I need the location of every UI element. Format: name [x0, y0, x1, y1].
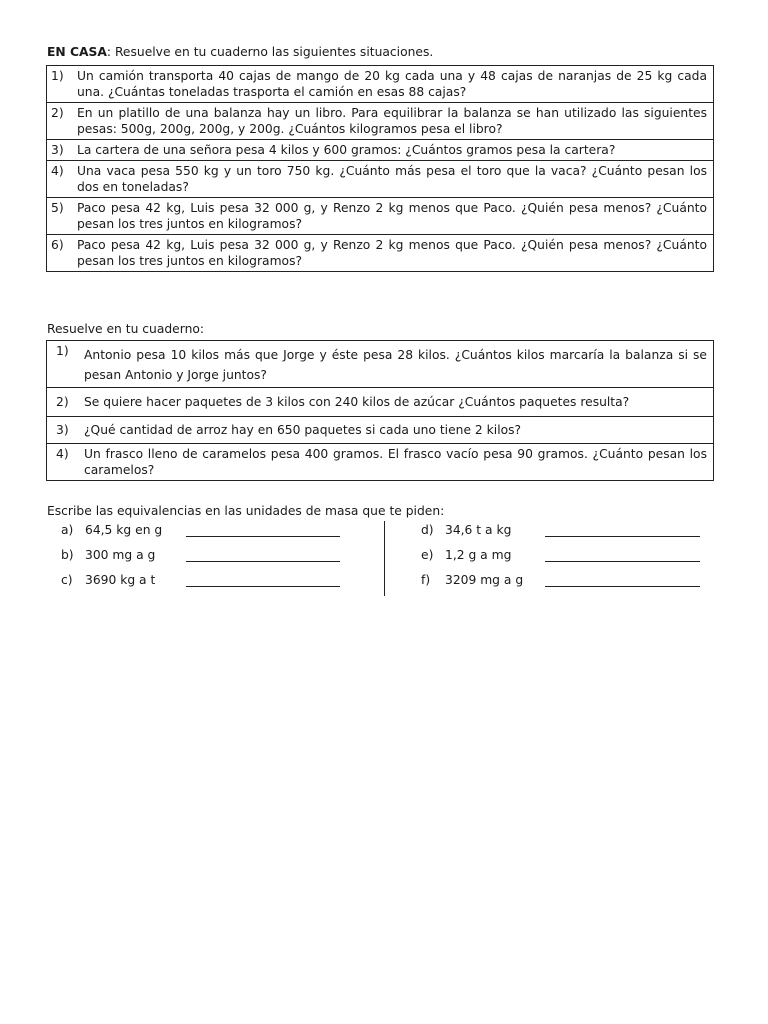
- problem-text: La cartera de una señora pesa 4 kilos y 600 gramos: ¿Cuántos gramos pesa la cartera?: [77, 143, 616, 157]
- table-row: [47, 140, 714, 161]
- problem-text: Paco pesa 42 kg, Luis pesa 32 000 g, y Renzo 2 kg menos que Paco. ¿Quién pesa menos? ¿Cuánto pesan los tres juntos en kilogramos?: [77, 238, 707, 268]
- section1-heading-bold: EN CASA: [47, 45, 107, 59]
- section1-heading: [47, 44, 433, 60]
- item-expression: 1,2 g a mg: [445, 548, 512, 562]
- equivalence-item-a: [61, 522, 162, 538]
- answer-line-a[interactable]: [186, 536, 340, 537]
- equivalence-item-e: [421, 547, 511, 563]
- item-expression: 300 mg a g: [85, 548, 156, 562]
- problem-text: Un frasco lleno de caramelos pesa 400 gramos. El frasco vacío pesa 90 gramos. ¿Cuánto pesan los caramelos?: [84, 447, 707, 477]
- table-row: [47, 198, 714, 235]
- problem-text: Antonio pesa 10 kilos más que Jorge y éste pesa 28 kilos. ¿Cuántos kilos marcaría la balanza si se pesan Antonio y Jorge juntos?: [84, 348, 707, 382]
- item-expression: 64,5 kg en g: [85, 523, 163, 537]
- table-row: [47, 66, 714, 103]
- table-row: [47, 235, 714, 272]
- table-row: [47, 388, 714, 417]
- equivalence-item-c: [61, 572, 155, 588]
- table-row: [47, 444, 714, 481]
- item-label: c): [61, 573, 73, 587]
- problem-number: 5): [51, 201, 64, 215]
- problem-number: 1): [56, 344, 69, 358]
- table-row: [47, 161, 714, 198]
- item-label: b): [61, 548, 74, 562]
- answer-line-f[interactable]: [545, 586, 700, 587]
- answer-line-b[interactable]: [186, 561, 340, 562]
- section2-problem-table: [46, 340, 714, 481]
- problem-text: Un camión transporta 40 cajas de mango de 20 kg cada una y 48 cajas de naranjas de 25 kg cada una. ¿Cuántas toneladas trasporta el camión en esas 88 cajas?: [77, 69, 707, 99]
- item-label: a): [61, 523, 74, 537]
- answer-line-c[interactable]: [186, 586, 340, 587]
- problem-number: 2): [56, 395, 69, 409]
- problem-number: 3): [56, 423, 69, 437]
- item-expression: 34,6 t a kg: [445, 523, 512, 537]
- equivalence-item-b: [61, 547, 155, 563]
- item-expression: 3209 mg a g: [445, 573, 524, 587]
- equivalence-item-f: [421, 572, 523, 588]
- column-divider: [384, 521, 385, 596]
- problem-number: 1): [51, 69, 64, 83]
- table-row: [47, 341, 714, 388]
- equivalence-item-d: [421, 522, 511, 538]
- problem-number: 2): [51, 106, 64, 120]
- problem-number: 3): [51, 143, 64, 157]
- item-label: e): [421, 548, 434, 562]
- section1-heading-rest: : Resuelve en tu cuaderno las siguientes situaciones.: [106, 45, 434, 59]
- table-row: [47, 417, 714, 444]
- section2-heading: Resuelve en tu cuaderno:: [47, 322, 205, 336]
- section1-problem-table: [46, 65, 714, 272]
- item-label: d): [421, 523, 434, 537]
- problem-text: ¿Qué cantidad de arroz hay en 650 paquetes si cada uno tiene 2 kilos?: [84, 423, 522, 437]
- problem-number: 6): [51, 238, 64, 252]
- answer-line-d[interactable]: [545, 536, 700, 537]
- problem-text: En un platillo de una balanza hay un libro. Para equilibrar la balanza se han utilizado las siguientes pesas: 500g, 200g, 200g, y 200g. ¿Cuántos kilogramos pesa el libro?: [77, 106, 707, 136]
- problem-text: Una vaca pesa 550 kg y un toro 750 kg. ¿Cuánto más pesa el toro que la vaca? ¿Cuánto pesan los dos en toneladas?: [77, 164, 707, 194]
- table-row: [47, 103, 714, 140]
- item-expression: 3690 kg a t: [85, 573, 156, 587]
- answer-line-e[interactable]: [545, 561, 700, 562]
- item-label: f): [421, 573, 431, 587]
- problem-text: Paco pesa 42 kg, Luis pesa 32 000 g, y Renzo 2 kg menos que Paco. ¿Quién pesa menos? ¿Cuánto pesan los tres juntos en kilogramos?: [77, 201, 707, 231]
- section3-heading: Escribe las equivalencias en las unidades de masa que te piden:: [47, 504, 445, 518]
- problem-text: Se quiere hacer paquetes de 3 kilos con 240 kilos de azúcar ¿Cuántos paquetes resulta?: [84, 395, 630, 409]
- problem-number: 4): [51, 164, 64, 178]
- problem-number: 4): [56, 447, 69, 461]
